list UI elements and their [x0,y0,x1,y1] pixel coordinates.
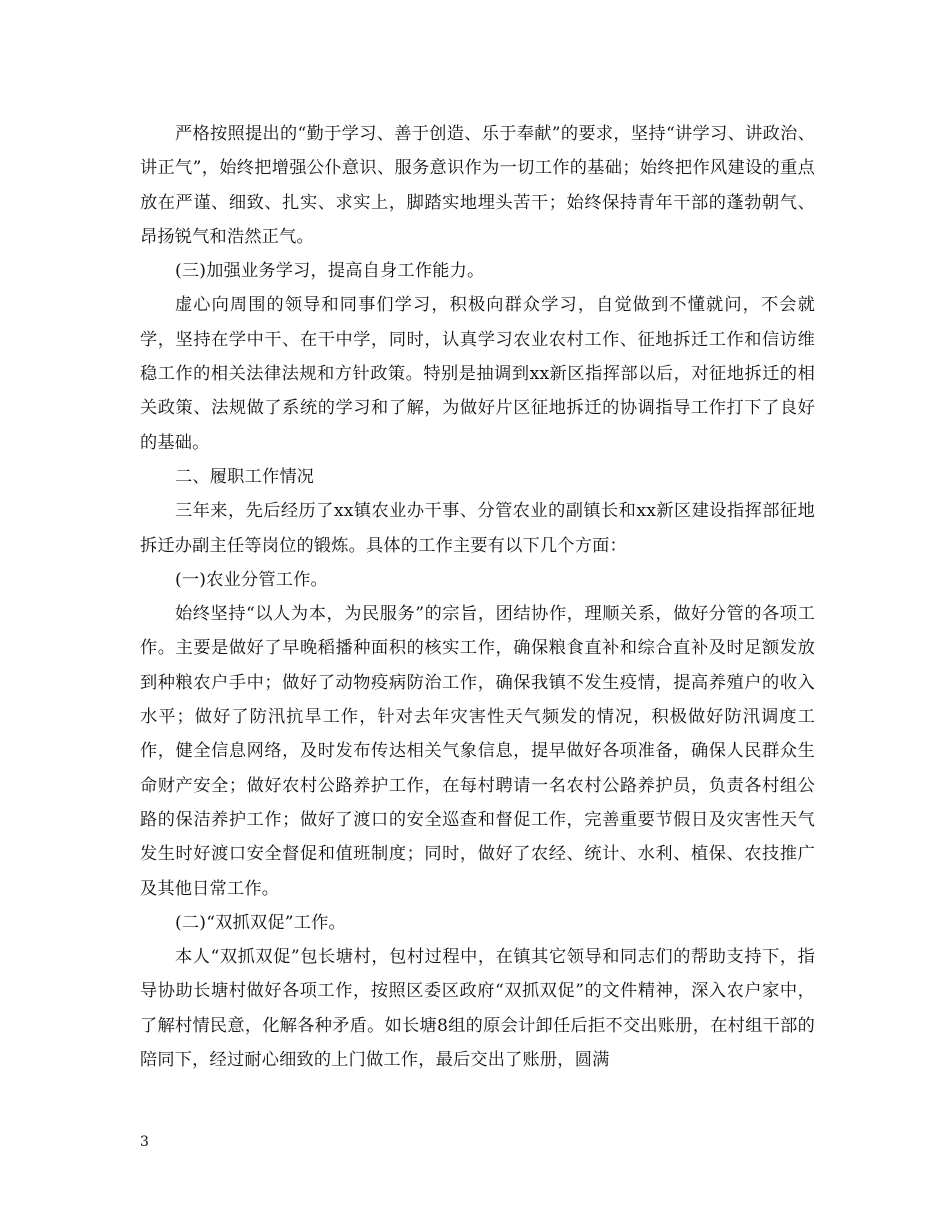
paragraph-double-grasp: 本人“双抓双促”包长塘村，包村过程中，在镇其它领导和同志们的帮助支持下，指导协助长塘村做好各项工作，按照区委区政府“双抓双促”的文件精神，深入农户家中，了解村情民意，化解各种矛盾。如长塘8组的原会计卸任后拒不交出账册，在村组干部的陪同下，经过耐心细致的上门做工作，最后交出了账册，圆满 [140,947,815,1071]
paragraph-work-style: 严格按照提出的“勤于学习、善于创造、乐于奉献”的要求，坚持“讲学习、讲政治、讲正气”，始终把增强公仆意识、服务意识作为一切工作的基础；始终把作风建设的重点放在严谨、细致、扎实、求实上，脚踏实地埋头苦干；始终保持青年干部的蓬勃朝气、昂扬锐气和浩然正气。 [140,124,815,247]
heading-duty-performance: 二、履职工作情况 [175,466,315,487]
paragraph-duty-overview: 三年来，先后经历了xx镇农业办干事、分管农业的副镇长和xx新区建设指挥部征地拆迁办副主任等岗位的锻炼。具体的工作主要有以下几个方面： [140,501,815,556]
paragraph-business-study: 虚心向周围的领导和同事们学习，积极向群众学习，自觉做到不懂就问，不会就学，坚持在学中干、在干中学，同时，认真学习农业农村工作、征地拆迁工作和信访维稳工作的相关法律法规和方针政策。特别是抽调到xx新区指挥部以后，对征地拆迁的相关政策、法规做了系统的学习和了解，为做好片区征地拆迁的协调指导工作打下了良好的基础。 [140,295,815,453]
heading-business-study: (三)加强业务学习，提高自身工作能力。 [175,261,485,282]
heading-agriculture-work: (一)农业分管工作。 [175,569,328,590]
document-body [140,117,815,1077]
paragraph-agriculture-work: 始终坚持“以人为本，为民服务”的宗旨，团结协作，理顺关系，做好分管的各项工作。主要是做好了早晚稻播种面积的核实工作，确保粮食直补和综合直补及时足额发放到种粮农户手中；做好了动物疫病防治工作，确保我镇不发生疫情，提高养殖户的收入水平；做好了防汛抗旱工作，针对去年灾害性天气频发的情况，积极做好防汛调度工作，健全信息网络，及时发布传达相关气象信息，提早做好各项准备，确保人民群众生命财产安全；做好农村公路养护工作，在每村聘请一名农村公路养护员，负责各村组公路的保洁养护工作；做好了渡口的安全巡查和督促工作，完善重要节假日及灾害性天气发生时好渡口安全督促和值班制度；同时，做好了农经、统计、水利、植保、农技推广及其他日常工作。 [140,604,815,899]
heading-double-grasp: (二)“双抓双促”工作。 [175,912,346,933]
page-number: 3 [140,1134,149,1150]
